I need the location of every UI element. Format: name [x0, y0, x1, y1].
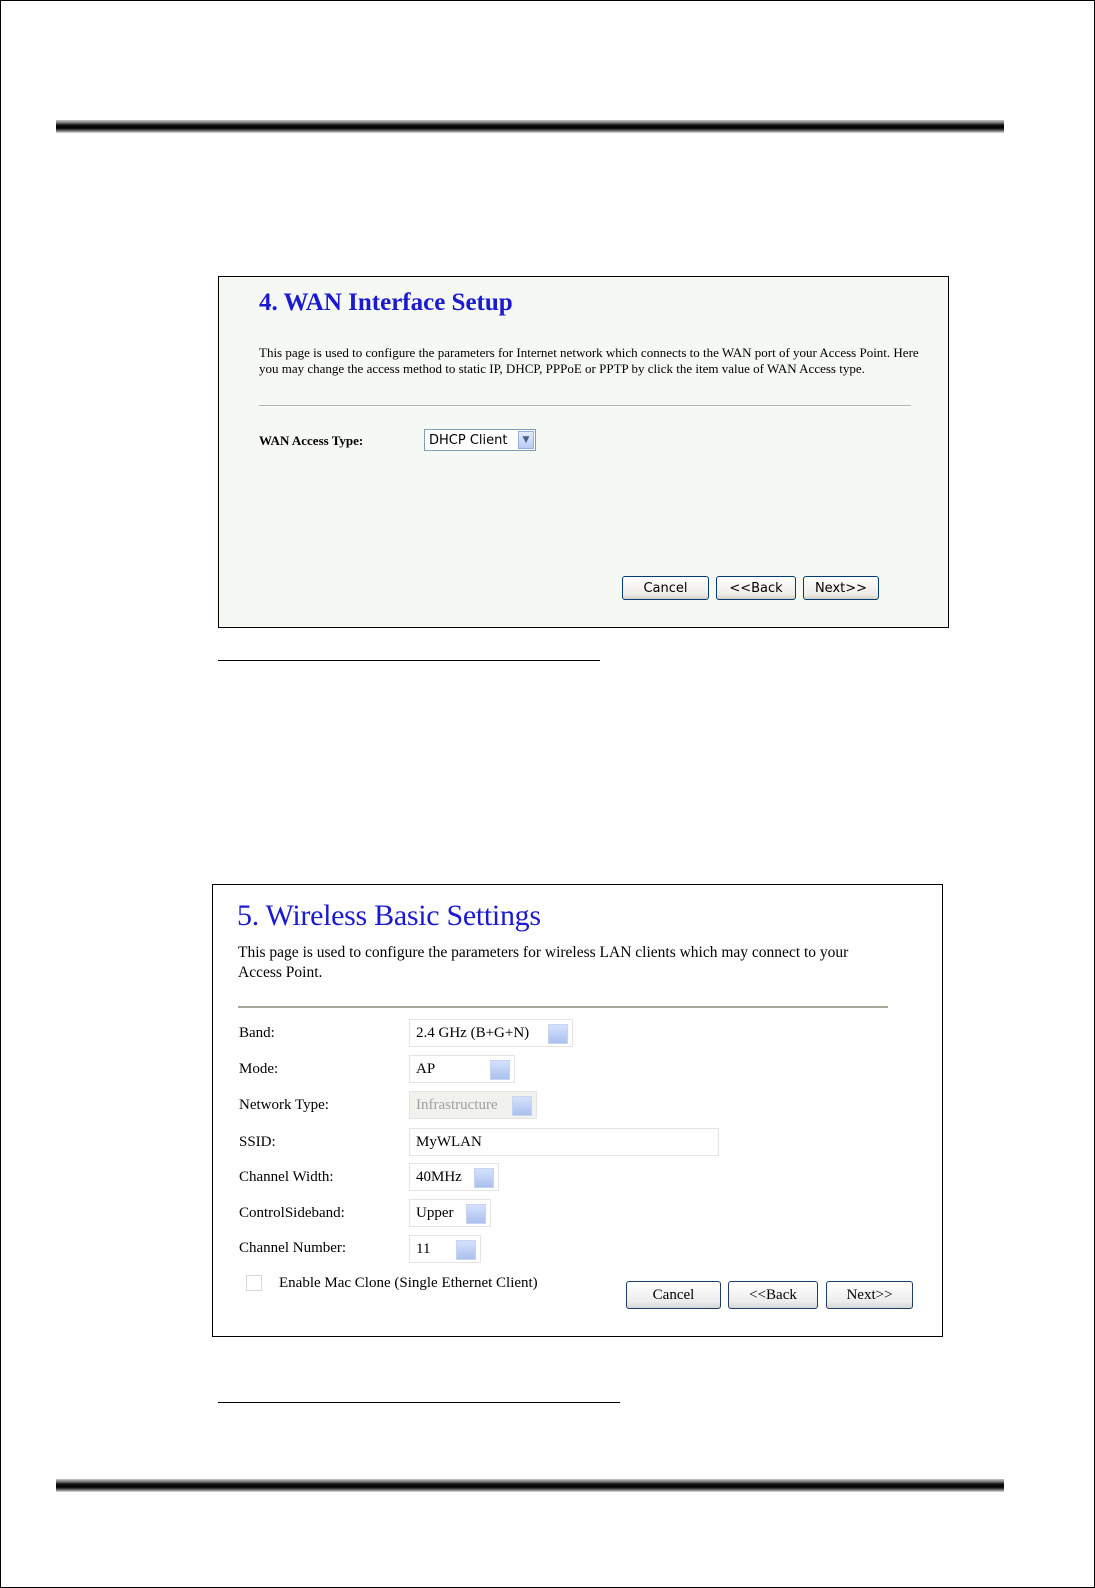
control-sideband-label: ControlSideband:	[239, 1205, 345, 1221]
ssid-value: MyWLAN	[416, 1133, 482, 1150]
network-type-value: Infrastructure	[416, 1096, 498, 1113]
wan-access-type-label: WAN Access Type:	[259, 433, 364, 448]
network-type-select	[409, 1091, 537, 1119]
channel-number-value: 11	[416, 1240, 431, 1257]
wan-access-type-value: DHCP Client	[429, 432, 508, 448]
cancel-button[interactable]: Cancel	[626, 1281, 721, 1309]
mode-label: Mode:	[239, 1061, 279, 1077]
wan-description: This page is used to configure the parameters for Internet network which connects to the WAN port of your Access Point. Here you may change the access method to static IP, DHCP, PPPoE or PPTP by click the item value of WAN Access type.	[259, 345, 919, 376]
caption-underline	[218, 1402, 620, 1403]
mac-clone-label: Enable Mac Clone (Single Ethernet Client)	[279, 1275, 538, 1291]
channel-number-label: Channel Number:	[239, 1240, 347, 1256]
network-type-label: Network Type:	[239, 1097, 329, 1113]
header-rule	[56, 120, 1004, 133]
channel-number-select[interactable]	[409, 1235, 481, 1263]
next-button[interactable]: Next>>	[803, 576, 879, 600]
dropdown-arrow-icon[interactable]	[490, 1060, 510, 1080]
band-select[interactable]	[409, 1019, 573, 1047]
control-sideband-value: Upper	[416, 1204, 454, 1221]
mode-value: AP	[416, 1060, 436, 1077]
wireless-description: This page is used to configure the parameters for wireless LAN clients which may connect to your Access Point.	[238, 944, 849, 981]
ssid-input[interactable]	[409, 1128, 719, 1156]
wireless-settings-panel	[212, 884, 943, 1337]
channel-width-select[interactable]	[409, 1163, 499, 1191]
dropdown-arrow-icon	[512, 1096, 532, 1116]
caption-underline	[218, 660, 600, 661]
band-label: Band:	[239, 1025, 275, 1041]
wireless-separator	[238, 1006, 888, 1008]
band-value: 2.4 GHz (B+G+N)	[416, 1024, 530, 1041]
back-button[interactable]: <<Back	[728, 1281, 818, 1309]
ssid-label: SSID:	[239, 1134, 276, 1150]
dropdown-arrow-icon[interactable]	[474, 1168, 494, 1188]
wan-setup-panel	[218, 276, 949, 628]
cancel-button[interactable]: Cancel	[622, 576, 709, 600]
wan-separator	[259, 405, 911, 407]
mac-clone-checkbox[interactable]	[246, 1275, 262, 1291]
dropdown-arrow-icon[interactable]	[456, 1240, 476, 1260]
channel-width-value: 40MHz	[416, 1168, 462, 1185]
channel-width-label: Channel Width:	[239, 1169, 334, 1185]
control-sideband-select[interactable]	[409, 1199, 491, 1227]
wan-access-type-select[interactable]	[424, 429, 536, 451]
chevron-down-icon[interactable]: ▼	[518, 431, 534, 449]
next-button[interactable]: Next>>	[826, 1281, 913, 1309]
mode-select[interactable]	[409, 1055, 515, 1083]
dropdown-arrow-icon[interactable]	[466, 1204, 486, 1224]
wan-title: 4. WAN Interface Setup	[259, 289, 513, 316]
wireless-title: 5. Wireless Basic Settings	[237, 899, 541, 932]
dropdown-arrow-icon[interactable]	[548, 1024, 568, 1044]
footer-rule	[56, 1479, 1004, 1492]
back-button[interactable]: <<Back	[716, 576, 796, 600]
